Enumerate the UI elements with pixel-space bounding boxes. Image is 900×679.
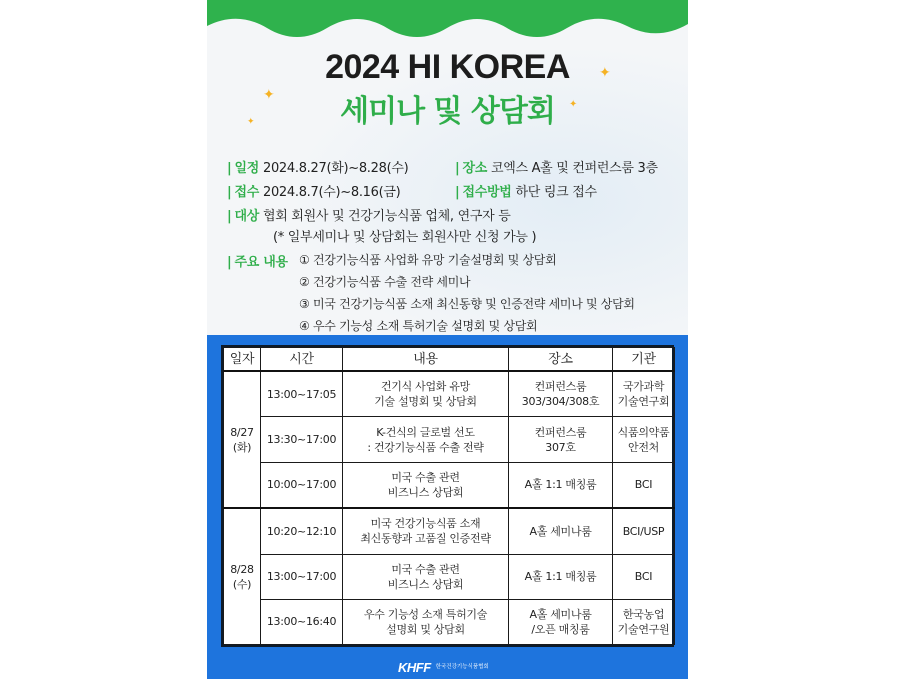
place-cell: A홀 세미나룸 (509, 508, 613, 554)
org-cell: BCI (613, 554, 675, 599)
table-row (224, 508, 675, 554)
sparkle-icon: ✦ (569, 99, 578, 110)
time-cell: 13:00~16:40 (261, 599, 343, 644)
info-venue: | 장소 코엑스 A홀 및 컨퍼런스룸 3층 (455, 161, 658, 176)
info-note: (* 일부세미나 및 상담회는 회원사만 신청 가능 ) (273, 230, 537, 245)
content-cell: 건기식 사업화 유망 기술 설명회 및 상담회 (343, 371, 509, 417)
date-cell: 8/27 (화) (224, 371, 261, 508)
date-cell: 8/28 (수) (224, 508, 261, 644)
org-cell: BCI (613, 462, 675, 508)
table-row (224, 371, 675, 417)
table-row (224, 417, 675, 462)
sparkle-icon: ✦ (247, 117, 255, 127)
poster-header-area (207, 0, 688, 335)
org-cell: 국가과학 기술연구회 (613, 371, 675, 417)
table-row (224, 462, 675, 508)
logo-name: 한국건강기능식품협회 (435, 664, 489, 670)
sparkle-icon: ✦ (263, 87, 275, 103)
org-cell: 한국농업 기술연구원 (613, 599, 675, 644)
place-cell: A홀 세미나룸 /오픈 매칭룸 (509, 599, 613, 644)
poster (207, 0, 688, 679)
header-time: 시간 (261, 348, 343, 372)
content-item: ① 건강기능식품 사업화 유망 기술설명회 및 상담회 (299, 253, 557, 267)
header-date: 일자 (224, 348, 261, 372)
place-cell: A홀 1:1 매칭룸 (509, 554, 613, 599)
info-registration: | 접수 2024.8.7(수)~8.16(금) (227, 185, 401, 200)
info-content-label: | 주요 내용 (227, 255, 288, 270)
table-row (224, 599, 675, 644)
content-cell: 미국 수출 관련 비즈니스 상담회 (343, 462, 509, 508)
logo-mark: KHFF (398, 659, 431, 675)
content-item: ④ 우수 기능성 소재 특허기술 설명회 및 상담회 (299, 319, 538, 333)
sparkle-icon: ✦ (599, 65, 611, 81)
header-org: 기관 (613, 348, 675, 372)
time-cell: 13:00~17:05 (261, 371, 343, 417)
content-cell: 미국 수출 관련 비즈니스 상담회 (343, 554, 509, 599)
content-cell: 우수 기능성 소재 특허기술 설명회 및 상담회 (343, 599, 509, 644)
table-row (224, 554, 675, 599)
header-content: 내용 (343, 348, 509, 372)
info-schedule: | 일정 2024.8.27(화)~8.28(수) (227, 161, 409, 176)
content-item: ② 건강기능식품 수출 전략 세미나 (299, 275, 471, 289)
content-item: ③ 미국 건강기능식품 소재 최신동향 및 인증전략 세미나 및 상담회 (299, 297, 635, 311)
org-cell: BCI/USP (613, 508, 675, 554)
info-target: | 대상 협회 회원사 및 건강기능식품 업체, 연구자 등 (227, 209, 511, 224)
time-cell: 13:30~17:00 (261, 417, 343, 462)
schedule-table (221, 345, 674, 647)
time-cell: 10:20~12:10 (261, 508, 343, 554)
time-cell: 10:00~17:00 (261, 462, 343, 508)
place-cell: 컨퍼런스룸 303/304/308호 (509, 371, 613, 417)
place-cell: A홀 1:1 매칭룸 (509, 462, 613, 508)
content-cell: K-건식의 글로벌 선도 : 건강기능식품 수출 전략 (343, 417, 509, 462)
table-header-row (224, 348, 675, 372)
content-cell: 미국 건강기능식품 소재 최신동향과 고품질 인증전략 (343, 508, 509, 554)
poster-subtitle: 세미나 및 상담회 (340, 94, 555, 129)
khff-logo (397, 659, 489, 675)
place-cell: 컨퍼런스룸 307호 (509, 417, 613, 462)
poster-title: 2024 HI KOREA (325, 48, 570, 86)
info-method: | 접수방법 하단 링크 접수 (455, 185, 597, 200)
time-cell: 13:00~17:00 (261, 554, 343, 599)
green-wave-decoration (207, 0, 688, 40)
org-cell: 식품의약품 안전처 (613, 417, 675, 462)
header-place: 장소 (509, 348, 613, 372)
